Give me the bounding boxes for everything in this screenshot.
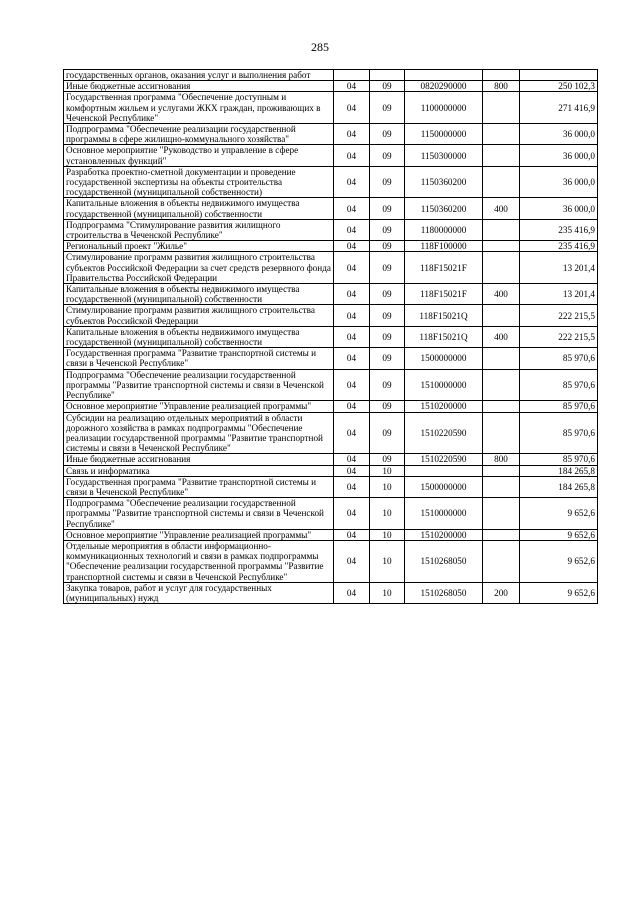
target-article-cell: 1510200000 [405, 401, 483, 412]
amount-cell: 9 652,6 [520, 582, 598, 603]
section-code-cell: 04 [334, 369, 370, 401]
amount-cell: 85 970,6 [520, 369, 598, 401]
expense-name-cell: Отдельные мероприятия в области информационно-коммуникационных технологий и связи в рамках подпрограммы "Обеспечение реализации государственной программы "Развитие транспортной системы и связи в Чеченской Республике" [64, 540, 334, 582]
section-code-cell: 04 [334, 454, 370, 465]
target-article-cell: 1150360200 [405, 166, 483, 198]
expense-type-cell [483, 241, 520, 252]
table-row [64, 92, 598, 124]
expense-type-cell [483, 476, 520, 497]
expense-name-cell: Связь и информатика [64, 465, 334, 476]
target-article-cell: 1150360200 [405, 198, 483, 219]
subsection-code-cell: 09 [370, 284, 405, 305]
expense-type-cell [483, 540, 520, 582]
subsection-code-cell: 09 [370, 305, 405, 326]
table-row [64, 412, 598, 454]
subsection-code-cell: 09 [370, 412, 405, 454]
subsection-code-cell: 09 [370, 401, 405, 412]
table-row [64, 145, 598, 166]
amount-cell: 9 652,6 [520, 540, 598, 582]
expense-type-cell [483, 145, 520, 166]
amount-cell: 36 000,0 [520, 124, 598, 145]
subsection-code-cell: 09 [370, 454, 405, 465]
subsection-code-cell [370, 70, 405, 81]
expense-name-cell: Стимулирование программ развития жилищного строительства субъектов Российской Федерации [64, 305, 334, 326]
section-code-cell: 04 [334, 305, 370, 326]
expense-type-cell: 400 [483, 284, 520, 305]
target-article-cell: 1500000000 [405, 476, 483, 497]
subsection-code-cell: 10 [370, 582, 405, 603]
section-code-cell: 04 [334, 529, 370, 540]
expense-name-cell: Капитальные вложения в объекты недвижимого имущества государственной (муниципальной) собственности [64, 198, 334, 219]
expense-name-cell: Разработка проектно-сметной документации и проведение государственной экспертизы на объекты строительства государственной (муниципальной собственности) [64, 166, 334, 198]
expense-type-cell [483, 124, 520, 145]
expense-type-cell: 800 [483, 81, 520, 92]
section-code-cell: 04 [334, 241, 370, 252]
subsection-code-cell: 10 [370, 498, 405, 530]
section-code-cell: 04 [334, 198, 370, 219]
expense-type-cell [483, 529, 520, 540]
target-article-cell: 1510220590 [405, 454, 483, 465]
section-code-cell: 04 [334, 252, 370, 284]
subsection-code-cell: 09 [370, 326, 405, 347]
table-row [64, 70, 598, 81]
section-code-cell: 04 [334, 348, 370, 369]
budget-table [63, 69, 598, 604]
table-row [64, 540, 598, 582]
section-code-cell: 04 [334, 219, 370, 240]
section-code-cell: 04 [334, 326, 370, 347]
target-article-cell [405, 70, 483, 81]
target-article-cell: 1510268050 [405, 582, 483, 603]
table-row [64, 252, 598, 284]
target-article-cell: 1150000000 [405, 124, 483, 145]
subsection-code-cell: 09 [370, 369, 405, 401]
target-article-cell: 118F15021Q [405, 326, 483, 347]
section-code-cell: 04 [334, 412, 370, 454]
target-article-cell: 1510220590 [405, 412, 483, 454]
expense-name-cell: Капитальные вложения в объекты недвижимого имущества государственной (муниципальной) собственности [64, 326, 334, 347]
subsection-code-cell: 10 [370, 465, 405, 476]
amount-cell: 184 265,8 [520, 465, 598, 476]
expense-type-cell [483, 465, 520, 476]
amount-cell: 85 970,6 [520, 348, 598, 369]
subsection-code-cell: 09 [370, 219, 405, 240]
table-row [64, 498, 598, 530]
section-code-cell: 04 [334, 92, 370, 124]
budget-table-body [64, 70, 598, 604]
amount-cell: 85 970,6 [520, 454, 598, 465]
amount-cell: 13 201,4 [520, 252, 598, 284]
section-code-cell: 04 [334, 540, 370, 582]
section-code-cell: 04 [334, 81, 370, 92]
target-article-cell: 1180000000 [405, 219, 483, 240]
expense-name-cell: Иные бюджетные ассигнования [64, 454, 334, 465]
amount-cell: 85 970,6 [520, 401, 598, 412]
subsection-code-cell: 09 [370, 348, 405, 369]
amount-cell: 36 000,0 [520, 198, 598, 219]
table-row [64, 124, 598, 145]
expense-type-cell [483, 412, 520, 454]
section-code-cell: 04 [334, 284, 370, 305]
amount-cell: 235 416,9 [520, 241, 598, 252]
amount-cell: 36 000,0 [520, 145, 598, 166]
table-row [64, 166, 598, 198]
section-code-cell: 04 [334, 166, 370, 198]
target-article-cell: 1510000000 [405, 369, 483, 401]
subsection-code-cell: 09 [370, 198, 405, 219]
table-row [64, 241, 598, 252]
section-code-cell: 04 [334, 476, 370, 497]
expense-type-cell [483, 166, 520, 198]
table-row [64, 348, 598, 369]
subsection-code-cell: 09 [370, 252, 405, 284]
expense-type-cell [483, 498, 520, 530]
expense-name-cell: Капитальные вложения в объекты недвижимого имущества государственной (муниципальной) собственности [64, 284, 334, 305]
amount-cell [520, 70, 598, 81]
section-code-cell: 04 [334, 498, 370, 530]
table-row [64, 326, 598, 347]
expense-name-cell: Иные бюджетные ассигнования [64, 81, 334, 92]
expense-type-cell: 400 [483, 198, 520, 219]
expense-name-cell: государственных органов, оказания услуг и выполнения работ [64, 70, 334, 81]
expense-name-cell: Основное мероприятие "Руководство и управление в сфере установленных функций" [64, 145, 334, 166]
table-row [64, 305, 598, 326]
amount-cell: 9 652,6 [520, 529, 598, 540]
section-code-cell: 04 [334, 465, 370, 476]
table-row [64, 582, 598, 603]
target-article-cell: 1150300000 [405, 145, 483, 166]
subsection-code-cell: 10 [370, 540, 405, 582]
expense-name-cell: Стимулирование программ развития жилищного строительства субъектов Российской Федерации за счет средств резервного фонда Правительства Российской Федерации [64, 252, 334, 284]
table-row [64, 401, 598, 412]
amount-cell: 9 652,6 [520, 498, 598, 530]
subsection-code-cell: 09 [370, 81, 405, 92]
amount-cell: 222 215,5 [520, 305, 598, 326]
expense-name-cell: Подпрограмма "Стимулирование развития жилищного строительства в Чеченской Республике" [64, 219, 334, 240]
amount-cell: 235 416,9 [520, 219, 598, 240]
table-row [64, 198, 598, 219]
expense-type-cell [483, 252, 520, 284]
expense-name-cell: Основное мероприятие "Управление реализацией программы" [64, 529, 334, 540]
expense-name-cell: Региональный проект "Жилье" [64, 241, 334, 252]
table-row [64, 476, 598, 497]
section-code-cell: 04 [334, 401, 370, 412]
page-number: 285 [311, 40, 329, 54]
expense-name-cell: Государственная программа "Обеспечение доступным и комфортным жильем и услугами ЖКХ граждан, проживающих в Чеченской Республике" [64, 92, 334, 124]
target-article-cell: 1510200000 [405, 529, 483, 540]
target-article-cell: 1510268050 [405, 540, 483, 582]
expense-type-cell: 400 [483, 326, 520, 347]
expense-name-cell: Подпрограмма "Обеспечение реализации государственной программы "Развитие транспортной системы и связи в Чеченской Республике" [64, 369, 334, 401]
target-article-cell: 118F15021Q [405, 305, 483, 326]
target-article-cell: 1500000000 [405, 348, 483, 369]
section-code-cell: 04 [334, 582, 370, 603]
table-row [64, 454, 598, 465]
amount-cell: 13 201,4 [520, 284, 598, 305]
subsection-code-cell: 09 [370, 145, 405, 166]
table-row [64, 81, 598, 92]
expense-type-cell [483, 70, 520, 81]
subsection-code-cell: 09 [370, 92, 405, 124]
expense-type-cell [483, 369, 520, 401]
expense-name-cell: Закупка товаров, работ и услуг для государственных (муниципальных) нужд [64, 582, 334, 603]
target-article-cell: 1100000000 [405, 92, 483, 124]
target-article-cell: 0820290000 [405, 81, 483, 92]
expense-type-cell [483, 92, 520, 124]
amount-cell: 222 215,5 [520, 326, 598, 347]
table-row [64, 369, 598, 401]
expense-type-cell [483, 219, 520, 240]
amount-cell: 184 265,8 [520, 476, 598, 497]
expense-name-cell: Государственная программа "Развитие транспортной системы и связи в Чеченской Республике" [64, 476, 334, 497]
amount-cell: 271 416,9 [520, 92, 598, 124]
expense-name-cell: Подпрограмма "Обеспечение реализации государственной программы в сфере жилищно-коммунального хозяйства" [64, 124, 334, 145]
subsection-code-cell: 10 [370, 529, 405, 540]
section-code-cell: 04 [334, 145, 370, 166]
expense-type-cell: 200 [483, 582, 520, 603]
expense-name-cell: Основное мероприятие "Управление реализацией программы" [64, 401, 334, 412]
table-row [64, 284, 598, 305]
expense-type-cell [483, 348, 520, 369]
target-article-cell: 118F100000 [405, 241, 483, 252]
table-row [64, 529, 598, 540]
amount-cell: 250 102,3 [520, 81, 598, 92]
section-code-cell: 04 [334, 124, 370, 145]
subsection-code-cell: 09 [370, 124, 405, 145]
target-article-cell: 118F15021F [405, 284, 483, 305]
target-article-cell: 118F15021F [405, 252, 483, 284]
expense-type-cell [483, 305, 520, 326]
table-row [64, 465, 598, 476]
subsection-code-cell: 10 [370, 476, 405, 497]
target-article-cell: 1510000000 [405, 498, 483, 530]
subsection-code-cell: 09 [370, 166, 405, 198]
target-article-cell [405, 465, 483, 476]
expense-name-cell: Подпрограмма "Обеспечение реализации государственной программы "Развитие транспортной системы и связи в Чеченской Республике" [64, 498, 334, 530]
expense-type-cell [483, 401, 520, 412]
expense-type-cell: 800 [483, 454, 520, 465]
expense-name-cell: Государственная программа "Развитие транспортной системы и связи в Чеченской Республике" [64, 348, 334, 369]
expense-name-cell: Субсидии на реализацию отдельных мероприятий в области дорожного хозяйства в рамках подпрограммы "Обеспечение реализации государственной программы "Развитие транспортной системы и связи в Чеченской Республике" [64, 412, 334, 454]
section-code-cell [334, 70, 370, 81]
subsection-code-cell: 09 [370, 241, 405, 252]
amount-cell: 85 970,6 [520, 412, 598, 454]
table-row [64, 219, 598, 240]
amount-cell: 36 000,0 [520, 166, 598, 198]
